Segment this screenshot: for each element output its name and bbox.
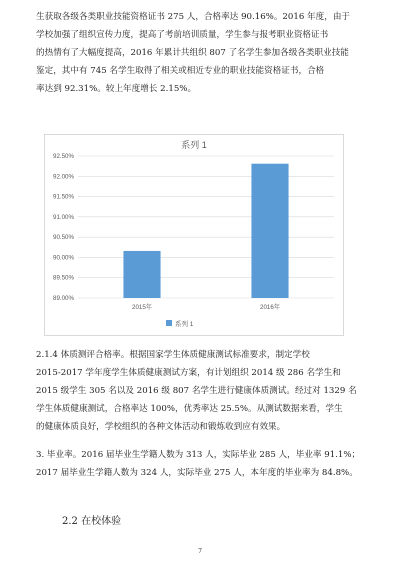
text-line: 2015-2017 学年度学生体质健康测试方案，有计划组织 2014 级 286 名学生和 (36, 368, 341, 378)
page-number: 7 (198, 548, 202, 555)
text-line: 学校加强了组织宣传力度，提高了考前培训质量，学生参与报考职业资格证书 (36, 30, 329, 40)
section-heading: 2.2 在校体验 (62, 516, 122, 527)
bar (123, 251, 160, 298)
y-tick-label: 91.50% (53, 193, 74, 201)
text-line: 学生体质健康测试，合格率达 100%，优秀率达 25.5%。从测试数据来看，学生 (36, 404, 343, 414)
text-line: 2.1.4 体质测评合格率。根据国家学生体质健康测试标准要求，制定学校 (36, 350, 310, 360)
chart-title: 系列 1 (181, 140, 207, 150)
text-line: 3. 毕业率。2016 届毕业生学籍人数为 313 人，实际毕业 285 人，毕业率 91.1%； (36, 450, 361, 460)
y-tick-label: 90.00% (53, 254, 74, 262)
y-tick-label: 92.00% (53, 173, 74, 181)
y-tick-label: 89.50% (53, 274, 74, 282)
text-line: 的健康体质良好，学校组织的各种文体活动和锻炼收到应有效果。 (36, 422, 286, 432)
text-line: 鉴定，其中有 745 名学生取得了相关或相近专业的职业技能资格证书，合格 (36, 66, 325, 76)
chart-frame (45, 135, 344, 336)
legend-label: 系列 1 (175, 321, 194, 328)
y-tick-label: 91.00% (53, 213, 74, 221)
text-line: 2015 级学生 305 名以及 2016 级 807 名学生进行健康体质测试。经过对 1329 名 (36, 386, 357, 396)
paragraph-vocational-certificates (36, 8, 366, 98)
bar (251, 164, 288, 298)
y-tick-label: 90.50% (53, 234, 74, 242)
paragraph-graduation-rate (36, 446, 366, 482)
text-line: 率达到 92.31%。较上年度增长 2.15%。 (36, 84, 197, 94)
y-tick-label: 92.50% (53, 153, 74, 160)
paragraph-physical-fitness (36, 346, 366, 436)
text-line: 2017 届毕业生学籍人数为 324 人，实际毕业 275 人，本年度的毕业率为 84.8%。 (36, 468, 358, 478)
x-tick-label: 2015年 (132, 304, 152, 311)
y-tick-label: 89.00% (53, 295, 74, 302)
text-line: 生获取各级各类职业技能资格证书 275 人，合格率达 90.16%。2016 年度，由于 (36, 12, 351, 22)
text-line: 的热情有了大幅度提高，2016 年累计共组织 807 了名学生参加各级各类职业技能 (36, 48, 349, 58)
bar-chart (44, 134, 344, 336)
legend-swatch (166, 320, 172, 326)
x-tick-label: 2016年 (260, 304, 280, 311)
